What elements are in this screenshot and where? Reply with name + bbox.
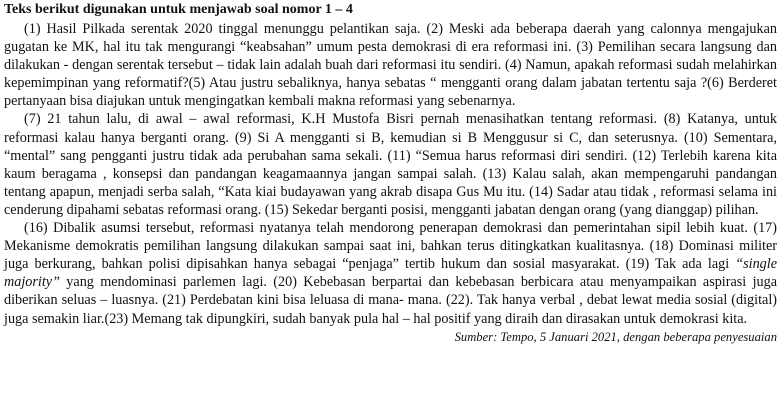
paragraph-3 (4, 219, 777, 328)
paragraph-1: (1) Hasil Pilkada serentak 2020 tinggal menunggu pelantikan saja. (2) Meski ada beberapa daerah yang calonnya mengajukan gugatan ke MK, hal itu tak mengurangi “keabsahan” umum pesta demokrasi di era reformasi ini. (3) Pemilihan secara langsung dan dilakukan - dengan serentak tersebut – tidak lain adalah buah dari reformasi itu sendiri. (4) Namun, apakah reformasi sudah melahirkan kepemimpinan yang reformatif?(5) Atau justru sebaliknya, hanya sebatas “ mengganti orang dalam jabatan tertentu saja ?(6) Berderet pertanyaan bisa diajukan untuk mengingatkan kembali makna reformasi yang sebenarnya. (4, 21, 777, 110)
paragraph-3-text-end: yang mendominasi parlemen lagi. (20) Kebebasan berpartai dan kebebasan berbicara atau menyampaikan aspirasi juga diberikan seluas – luasnya. (21) Perdebatan kini bisa leluasa di mana- mana. (22). Tak hanya verbal , debat lewat media sosial (digital) juga semakin liar.(23) Memang tak dipungkiri, sudah banyak pula hal – hal positif yang diraih dan dirasakan untuk demokrasi kita. (4, 274, 777, 327)
instruction-heading: Teks berikut digunakan untuk menjawab soal nomor 1 – 4 (4, 2, 353, 17)
single-majority-term: “single majority” (4, 256, 777, 291)
paragraph-3-text-start: (16) Dibalik asumsi tersebut, reformasi nyatanya telah mendorong penerapan demokrasi dan pemerintahan sipil lebih kuat. (17) Mekanisme demokratis pemilihan langsung dilakukan sampai saat ini, bahkan terus ditingkatkan kualitasnya. (18) Dominasi militer juga berkurang, bahkan polisi dipisahkan hanya sebagai “penjaga” tertib hukum dan sosial masyarakat. (19) Tak ada lagi (4, 220, 777, 273)
paragraph-2: (7) 21 tahun lalu, di awal – awal reformasi, K.H Mustofa Bisri pernah menasihatkan tentang reformasi. (8) Katanya, untuk reformasi kalau hanya berganti orang. (9) Si A mengganti si B, kemudian si B Menggusur si C, dan seterusnya. (10) Sementara, “mental” sang pengganti justru tidak ada perubahan sama sekali. (11) “Semua harus reformasi diri sendiri. (12) Terlebih karena kita kaum beragama , konsepsi dan pandangan keagamaannya jangan sampai salah. (13) Kalau salah, akan mempengaruhi pandangan tentang apapun, menjadi serba salah, “Kata kiai budayawan yang akrab disapa Gus Mu itu. (14) Sadar atau tidak , reformasi selama ini cenderung dipahami sebatas reformasi orang. (15) Sekedar berganti posisi, mengganti jabatan dengan orang (yang dianggap) pilihan. (4, 111, 777, 218)
source-citation: Sumber: Tempo, 5 Januari 2021, dengan beberapa penyesuaian (454, 329, 777, 344)
